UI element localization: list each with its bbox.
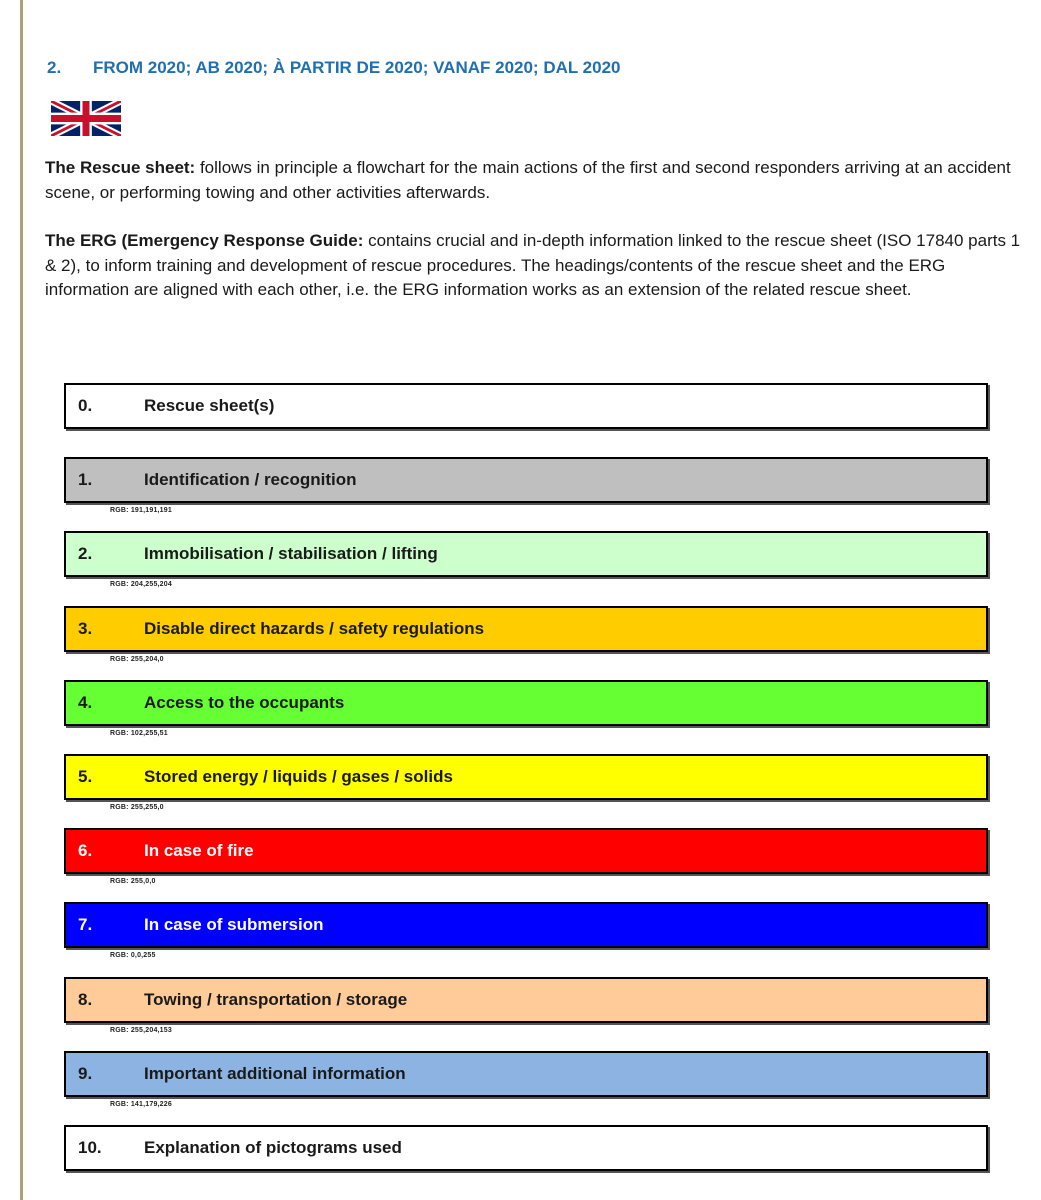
- row-label: Immobilisation / stabilisation / lifting: [144, 544, 438, 563]
- rgb-caption-5: RGB: 255,255,0: [110, 804, 164, 811]
- row-label: In case of submersion: [144, 915, 324, 934]
- row-number: 4.: [78, 693, 93, 712]
- section-number: 2.: [47, 58, 62, 77]
- section-row-10: [64, 1125, 988, 1171]
- row-number: 1.: [78, 470, 93, 489]
- rgb-caption-1: RGB: 191,191,191: [110, 507, 172, 514]
- rgb-caption-9: RGB: 141,179,226: [110, 1101, 172, 1108]
- row-label: Rescue sheet(s): [144, 396, 275, 415]
- section-heading: [47, 58, 621, 78]
- erg-term: The ERG (Emergency Response Guide:: [45, 231, 364, 250]
- row-label: Important additional information: [144, 1064, 406, 1083]
- row-number: 3.: [78, 619, 93, 638]
- rgb-caption-8: RGB: 255,204,153: [110, 1027, 172, 1034]
- row-label: Stored energy / liquids / gases / solids: [144, 767, 453, 786]
- section-row-9: [64, 1051, 988, 1097]
- rgb-caption-7: RGB: 0,0,255: [110, 952, 156, 959]
- rgb-caption-3: RGB: 255,204,0: [110, 656, 164, 663]
- row-number: 5.: [78, 767, 93, 786]
- erg-text: contains crucial and in-depth information linked to the rescue sheet (ISO 17840 parts 1 & 2), to inform training and development of rescue procedures. The headings/contents of the rescue sheet and the ERG information are aligned with each other, i.e. the ERG information works as an extension of the related rescue sheet.: [45, 231, 1021, 299]
- row-number: 6.: [78, 841, 93, 860]
- section-row-0: [64, 383, 988, 429]
- row-number: 10.: [78, 1138, 102, 1157]
- section-row-5: [64, 754, 988, 800]
- row-label: Identification / recognition: [144, 470, 357, 489]
- row-number: 7.: [78, 915, 93, 934]
- row-number: 2.: [78, 544, 93, 563]
- section-row-8: [64, 977, 988, 1023]
- uk-flag-icon: [51, 101, 121, 136]
- row-label: Access to the occupants: [144, 693, 345, 712]
- margin-rule: [20, 0, 23, 1200]
- rgb-caption-2: RGB: 204,255,204: [110, 581, 172, 588]
- rescue-sheet-term: The Rescue sheet:: [45, 158, 196, 177]
- row-number: 8.: [78, 990, 93, 1009]
- section-row-1: [64, 457, 988, 503]
- rgb-caption-4: RGB: 102,255,51: [110, 730, 168, 737]
- row-number: 0.: [78, 396, 93, 415]
- section-row-6: [64, 828, 988, 874]
- section-title: FROM 2020; AB 2020; À PARTIR DE 2020; VANAF 2020; DAL 2020: [93, 58, 621, 77]
- section-row-4: [64, 680, 988, 726]
- section-row-7: [64, 902, 988, 948]
- row-label: Explanation of pictograms used: [144, 1138, 402, 1157]
- row-number: 9.: [78, 1064, 93, 1083]
- erg-paragraph: [45, 229, 1030, 303]
- rescue-sheet-paragraph: [45, 156, 1030, 205]
- section-row-3: [64, 606, 988, 652]
- row-label: Towing / transportation / storage: [144, 990, 408, 1009]
- rgb-caption-6: RGB: 255,0,0: [110, 878, 156, 885]
- row-label: Disable direct hazards / safety regulations: [144, 619, 485, 638]
- row-label: In case of fire: [144, 841, 254, 860]
- rescue-sheet-text: follows in principle a flowchart for the main actions of the first and second responders arriving at an accident scene, or performing towing and other activities afterwards.: [45, 158, 1011, 202]
- section-row-2: [64, 531, 988, 577]
